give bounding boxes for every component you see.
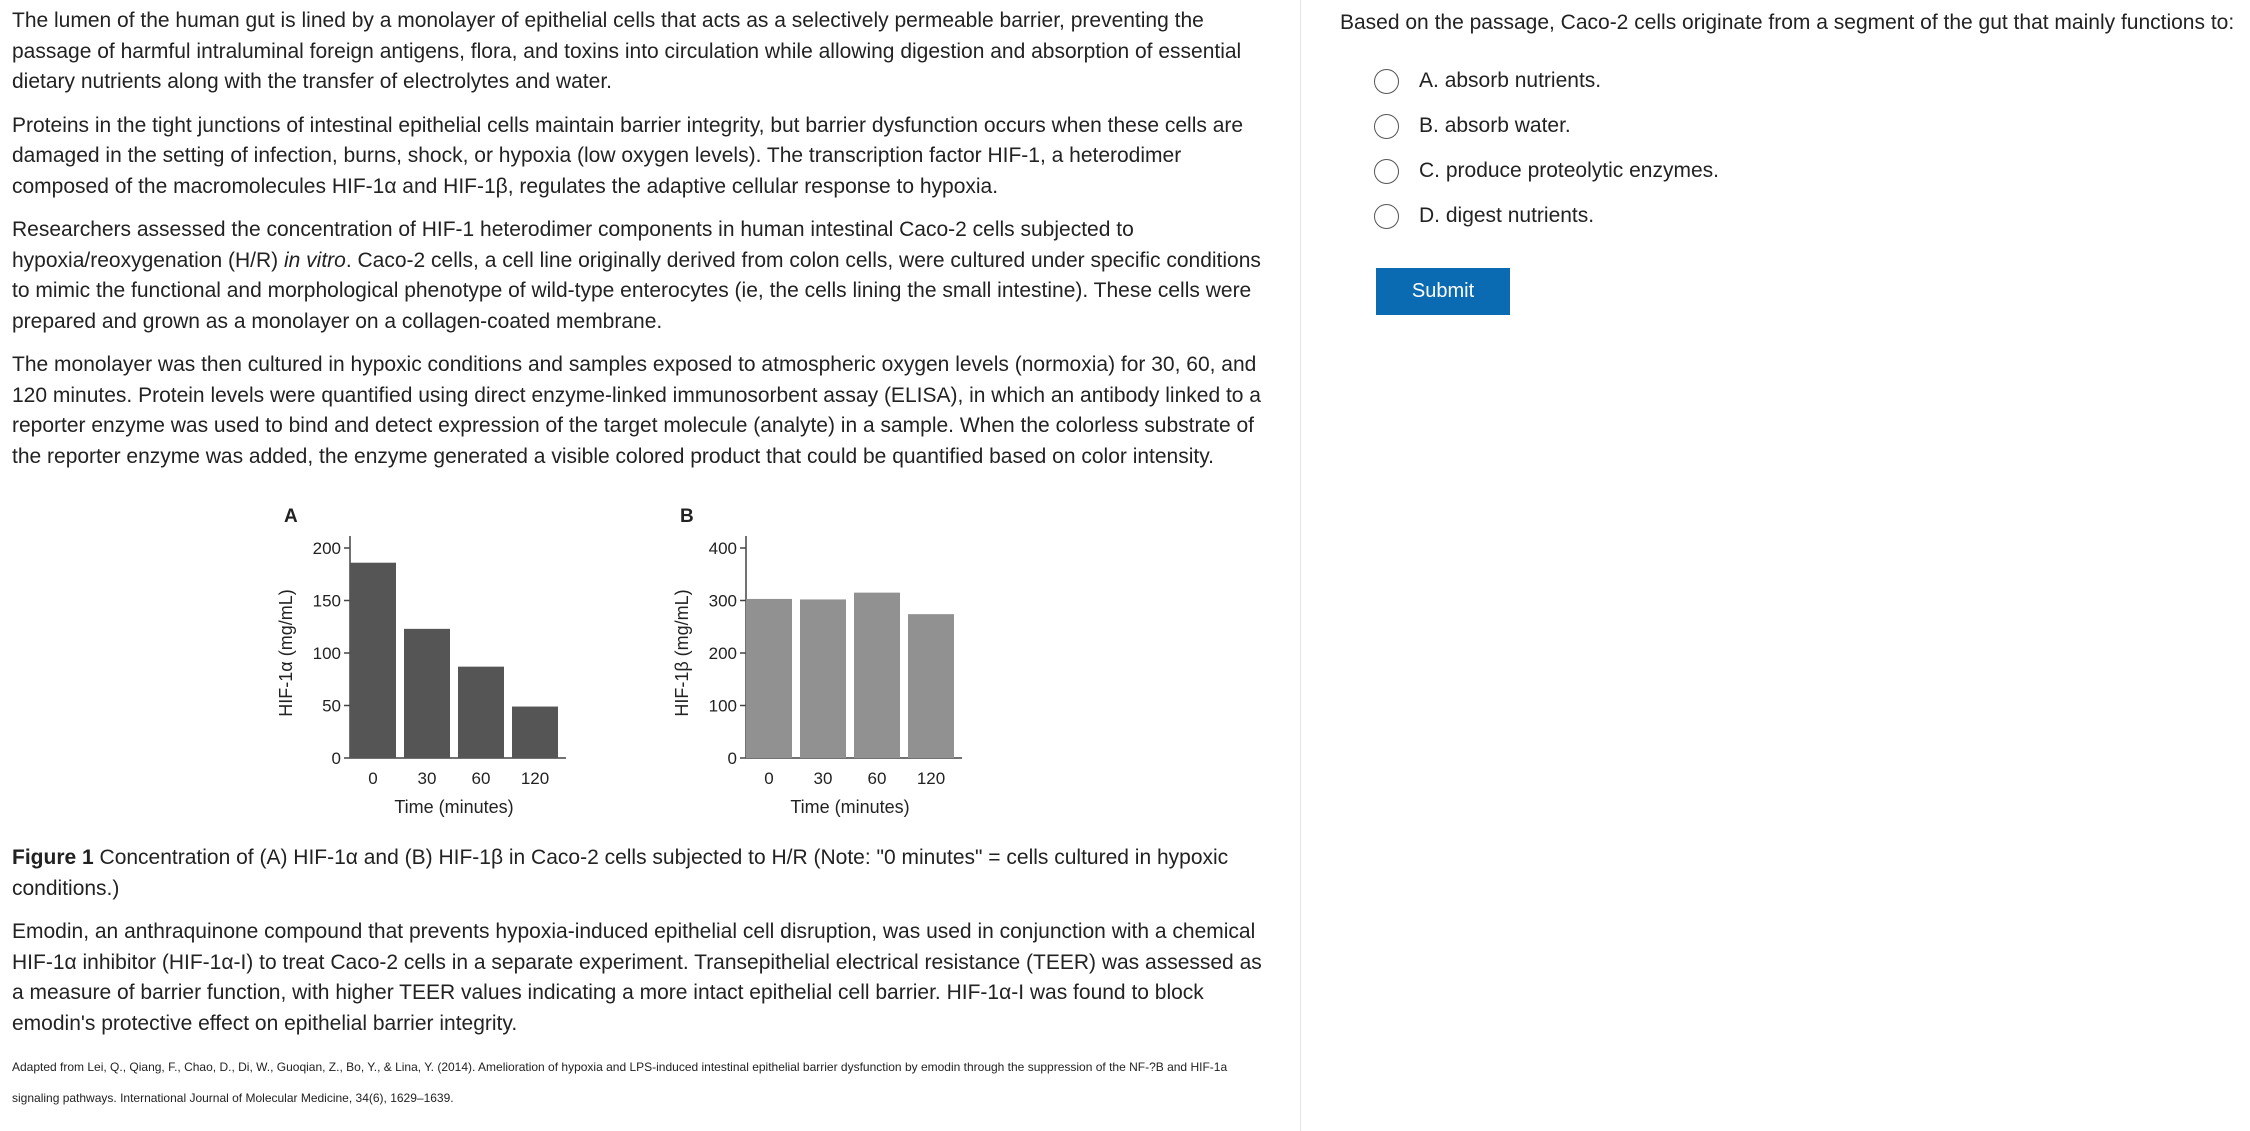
- chart-a-y-axis-title: HIF-1α (mg/mL): [276, 589, 296, 717]
- chart-a-hif1-alpha: [266, 498, 606, 843]
- chart-b-bar-120: [908, 614, 954, 758]
- figure-caption: [12, 843, 1272, 904]
- chart-b-x-tick-label: 120: [916, 769, 946, 788]
- figure-caption-text: Concentration of (A) HIF-1α and (B) HIF-1β in Caco-2 cells subjected to H/R (Note: "0 minutes" = cells cultured in hypoxic conditions.): [12, 846, 1229, 900]
- passage-paragraph-2: Proteins in the tight junctions of intestinal epithelial cells maintain barrier integrity, but barrier dysfunction occurs when these cells are damaged in the setting of infection, burns, shock, or hypoxia (low oxygen levels). The transcription factor HIF-1, a heterodimer composed of the macromolecules HIF-1α and HIF-1β, regulates the adaptive cellular response to hypoxia.: [12, 113, 1244, 198]
- chart-a-x-tick-label: 30: [417, 769, 437, 788]
- chart-b-bar-0: [746, 599, 792, 758]
- radio-button-b[interactable]: [1374, 114, 1399, 139]
- citation: Adapted from Lei, Q., Qiang, F., Chao, D., Di, W., Guoqian, Z., Bo, Y., & Lina, Y. (2014). Amelioration of hypoxia and LPS-induced intestinal epithelial barrier dysfunction by emodin through the suppression of the NF-?B and HIF-1a signaling pathways. International Journal of Molecular Medicine, 34(6), 1629–1639.: [12, 1060, 1228, 1105]
- radio-button-a[interactable]: [1374, 69, 1399, 94]
- chart-b-bar-60: [854, 593, 900, 758]
- chart-b-x-tick-label: 0: [764, 769, 774, 788]
- chart-a-bar-30: [404, 629, 450, 758]
- chart-b-hif1-beta: [662, 498, 1002, 843]
- radio-button-d[interactable]: [1374, 204, 1399, 229]
- chart-b-panel-letter: B: [680, 506, 694, 527]
- option-c-letter: C.: [1419, 159, 1440, 182]
- answer-options: [1374, 66, 1719, 246]
- passage-paragraph-3-text-b: . Caco-2 cells, a cell line originally derived from colon cells, were cultured under specific conditions to mimic the functional and morphological phenotype of wild-type enterocytes (ie, the cells lining the small intestine). These cells were prepared and grown as a monolayer on a collagen-coated membrane.: [12, 248, 1261, 333]
- option-b-letter: B.: [1419, 114, 1439, 137]
- passage-paragraph-4: The monolayer was then cultured in hypoxic conditions and samples exposed to atmospheric oxygen levels (normoxia) for 30, 60, and 120 minutes. Protein levels were quantified using direct enzyme-linked immunosorbent assay (ELISA), in which an antibody linked to a reporter enzyme was used to bind and detect expression of the target molecule (analyte) in a sample. When the colorless substrate of the reporter enzyme was added, the enzyme generated a visible colored product that could be quantified based on color intensity.: [12, 353, 1261, 468]
- option-c[interactable]: [1374, 156, 1719, 186]
- passage-paragraph-3-italic: in vitro: [283, 248, 346, 272]
- chart-b-y-tick-label: 400: [708, 539, 737, 558]
- option-d-text: digest nutrients.: [1445, 204, 1595, 227]
- passage-paragraph-5: Emodin, an anthraquinone compound that prevents hypoxia-induced epithelial cell disruption, was used in conjunction with a chemical HIF-1α inhibitor (HIF-1α-I) to treat Caco-2 cells in a separate experiment. Transepithelial electrical resistance (TEER) was assessed as a measure of barrier function, with higher TEER values indicating a more intact epithelial cell barrier. HIF-1α-I was found to block emodin's protective effect on epithelial barrier integrity.: [12, 920, 1262, 1035]
- option-a-text: absorb nutrients.: [1444, 69, 1602, 92]
- chart-a-bar-0: [350, 563, 396, 758]
- chart-a-x-axis-title: Time (minutes): [394, 797, 514, 817]
- chart-b-y-tick-label: 100: [708, 696, 737, 716]
- chart-b-y-tick-label: 300: [708, 591, 737, 611]
- chart-a-bar-60: [458, 667, 504, 758]
- option-b[interactable]: [1374, 111, 1719, 141]
- chart-a-x-tick-label: 120: [520, 769, 550, 788]
- chart-a-y-tick-label: 100: [312, 644, 341, 663]
- chart-b-x-axis-title: Time (minutes): [790, 797, 910, 817]
- chart-a-y-tick-label: 200: [312, 539, 341, 558]
- chart-a-y-tick-label: 50: [322, 696, 341, 716]
- chart-a-x-tick-label: 60: [471, 769, 491, 788]
- option-d[interactable]: [1374, 201, 1719, 231]
- figure-1: [12, 498, 1272, 843]
- chart-b-y-tick-label: 0: [727, 749, 737, 768]
- chart-b-y-axis-title: HIF-1β (mg/mL): [672, 589, 692, 717]
- chart-b-bar-30: [800, 599, 846, 758]
- pane-divider: [1300, 0, 1301, 1131]
- radio-button-c[interactable]: [1374, 159, 1399, 184]
- submit-button[interactable]: Submit: [1376, 268, 1510, 315]
- passage-paragraph-1: The lumen of the human gut is lined by a monolayer of epithelial cells that acts as a selectively permeable barrier, preventing the passage of harmful intraluminal foreign antigens, flora, and toxins into circulation while allowing digestion and absorption of essential dietary nutrients along with the transfer of electrolytes and water.: [12, 9, 1242, 93]
- passage-paragraph-3-text-a: Researchers assessed the concentration of HIF-1 heterodimer components in human intestinal Caco-2 cells subjected to hypoxia/reoxygenation (H/R): [12, 218, 1134, 272]
- figure-caption-label: Figure 1: [12, 846, 94, 869]
- chart-a-panel-letter: A: [284, 506, 298, 527]
- chart-b-y-tick-label: 200: [708, 644, 737, 663]
- passage-paragraph-3: [12, 215, 1272, 337]
- option-a-letter: A.: [1419, 69, 1439, 92]
- option-c-text: produce proteolytic enzymes.: [1445, 159, 1719, 182]
- question-stem: Based on the passage, Caco-2 cells originate from a segment of the gut that mainly functions to:: [1340, 11, 2235, 34]
- chart-a-y-tick-label: 0: [331, 749, 341, 768]
- option-d-letter: D.: [1419, 204, 1440, 227]
- option-b-text: absorb water.: [1444, 114, 1571, 137]
- chart-b-x-tick-label: 30: [813, 769, 833, 788]
- chart-a-bar-120: [512, 707, 558, 758]
- chart-a-x-tick-label: 0: [368, 769, 378, 788]
- passage-pane: [12, 6, 1272, 1114]
- chart-b-x-tick-label: 60: [867, 769, 887, 788]
- chart-a-y-tick-label: 150: [312, 591, 341, 611]
- option-a[interactable]: [1374, 66, 1719, 96]
